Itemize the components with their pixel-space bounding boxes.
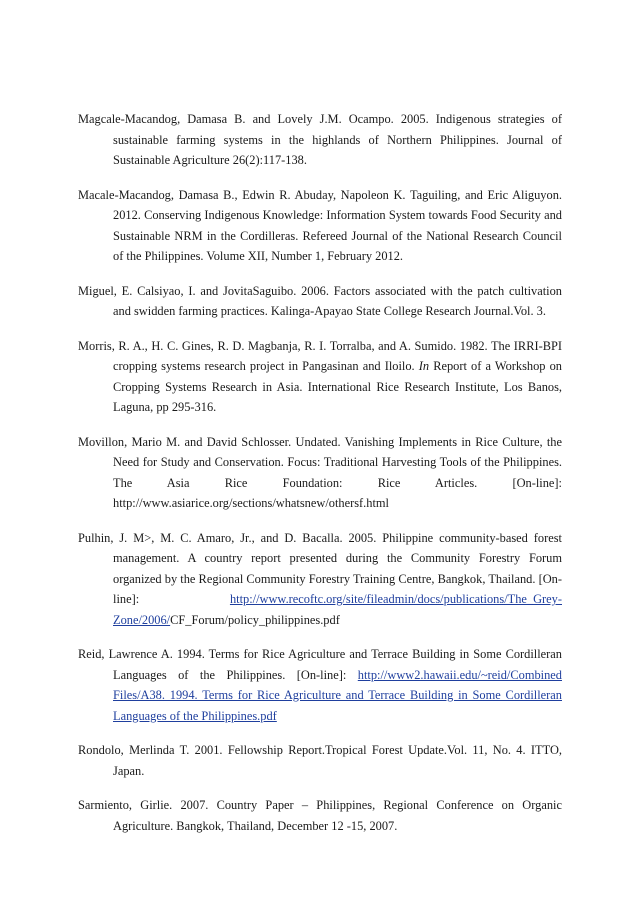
reference-entry <box>78 528 562 631</box>
reference-text: Reid, Lawrence A. 1994. Terms for Rice Agriculture and Terrace Building in Some Cordilleran Languages of the Philippines. [On-line]: <box>78 647 562 682</box>
reference-text: Pulhin, J. M>, M. C. Amaro, Jr., and D. Bacalla. 2005. Philippine community-based forest management. A country report presented during the Community Forestry Forum organized by the Regional Community Forestry Training Centre, Bangkok, Thailand. [On-line]: <box>78 530 562 606</box>
reference-entry: Movillon, Mario M. and David Schlosser. Undated. Vanishing Implements in Rice Culture, the Need for Study and Conservation. Focus: Traditional Harvesting Tools of the Philippines. The Asia Rice Foundation: Rice Articles. [On-line]: http://www.asiarice.org/sections/whatsnew/othersf.html <box>78 434 562 510</box>
reference-link[interactable]: http://www.recoftc.org/site/fileadmin/docs/publications/The_Grey-Zone/2006/ <box>113 592 562 627</box>
reference-link[interactable]: http://www2.hawaii.edu/~reid/Combined Files/A38. 1994. Terms for Rice Agriculture and Terrace Building in Some Cordilleran Languages of the Philippines.pdf <box>113 667 562 723</box>
reference-entry: Magcale-Macandog, Damasa B. and Lovely J.M. Ocampo. 2005. Indigenous strategies of sustainable farming systems in the highlands of Northern Philippines. Journal of Sustainable Agriculture 26(2):117-138. <box>78 112 562 167</box>
reference-text: CF_Forum/policy_philippines.pdf <box>170 612 340 627</box>
reference-entry: Miguel, E. Calsiyao, I. and JovitaSaguibo. 2006. Factors associated with the patch cultivation and swidden farming practices. Kalinga-Apayao State College Research Journal.Vol. 3. <box>78 283 562 318</box>
reference-entry: Rondolo, Merlinda T. 2001. Fellowship Report.Tropical Forest Update.Vol. 11, No. 4. ITTO, Japan. <box>78 743 562 778</box>
reference-list <box>78 109 562 850</box>
reference-entry <box>78 644 562 726</box>
reference-text: Morris, R. A., H. C. Gines, R. D. Magbanja, R. I. Torralba, and A. Sumido. 1982. The IRRI-BPI cropping systems research project in Pangasinan and Iloilo. <box>78 338 562 373</box>
reference-entry <box>78 336 562 418</box>
reference-emphasis: In <box>418 359 430 373</box>
reference-entry: Sarmiento, Girlie. 2007. Country Paper – Philippines, Regional Conference on Organic Agriculture. Bangkok, Thailand, December 12 -15, 2007. <box>78 798 562 833</box>
reference-text: Report of a Workshop on Cropping Systems Research in Asia. International Rice Research Institute, Los Banos, Laguna, pp 295-316. <box>113 359 562 414</box>
reference-entry: Macale-Macandog, Damasa B., Edwin R. Abuday, Napoleon K. Taguiling, and Eric Aliguyon. 2012. Conserving Indigenous Knowledge: Information System towards Food Security and Sustainable NRM in the Cordilleras. Refereed Journal of the National Research Council of the Philippines. Volume XII, Number 1, February 2012. <box>78 187 562 263</box>
